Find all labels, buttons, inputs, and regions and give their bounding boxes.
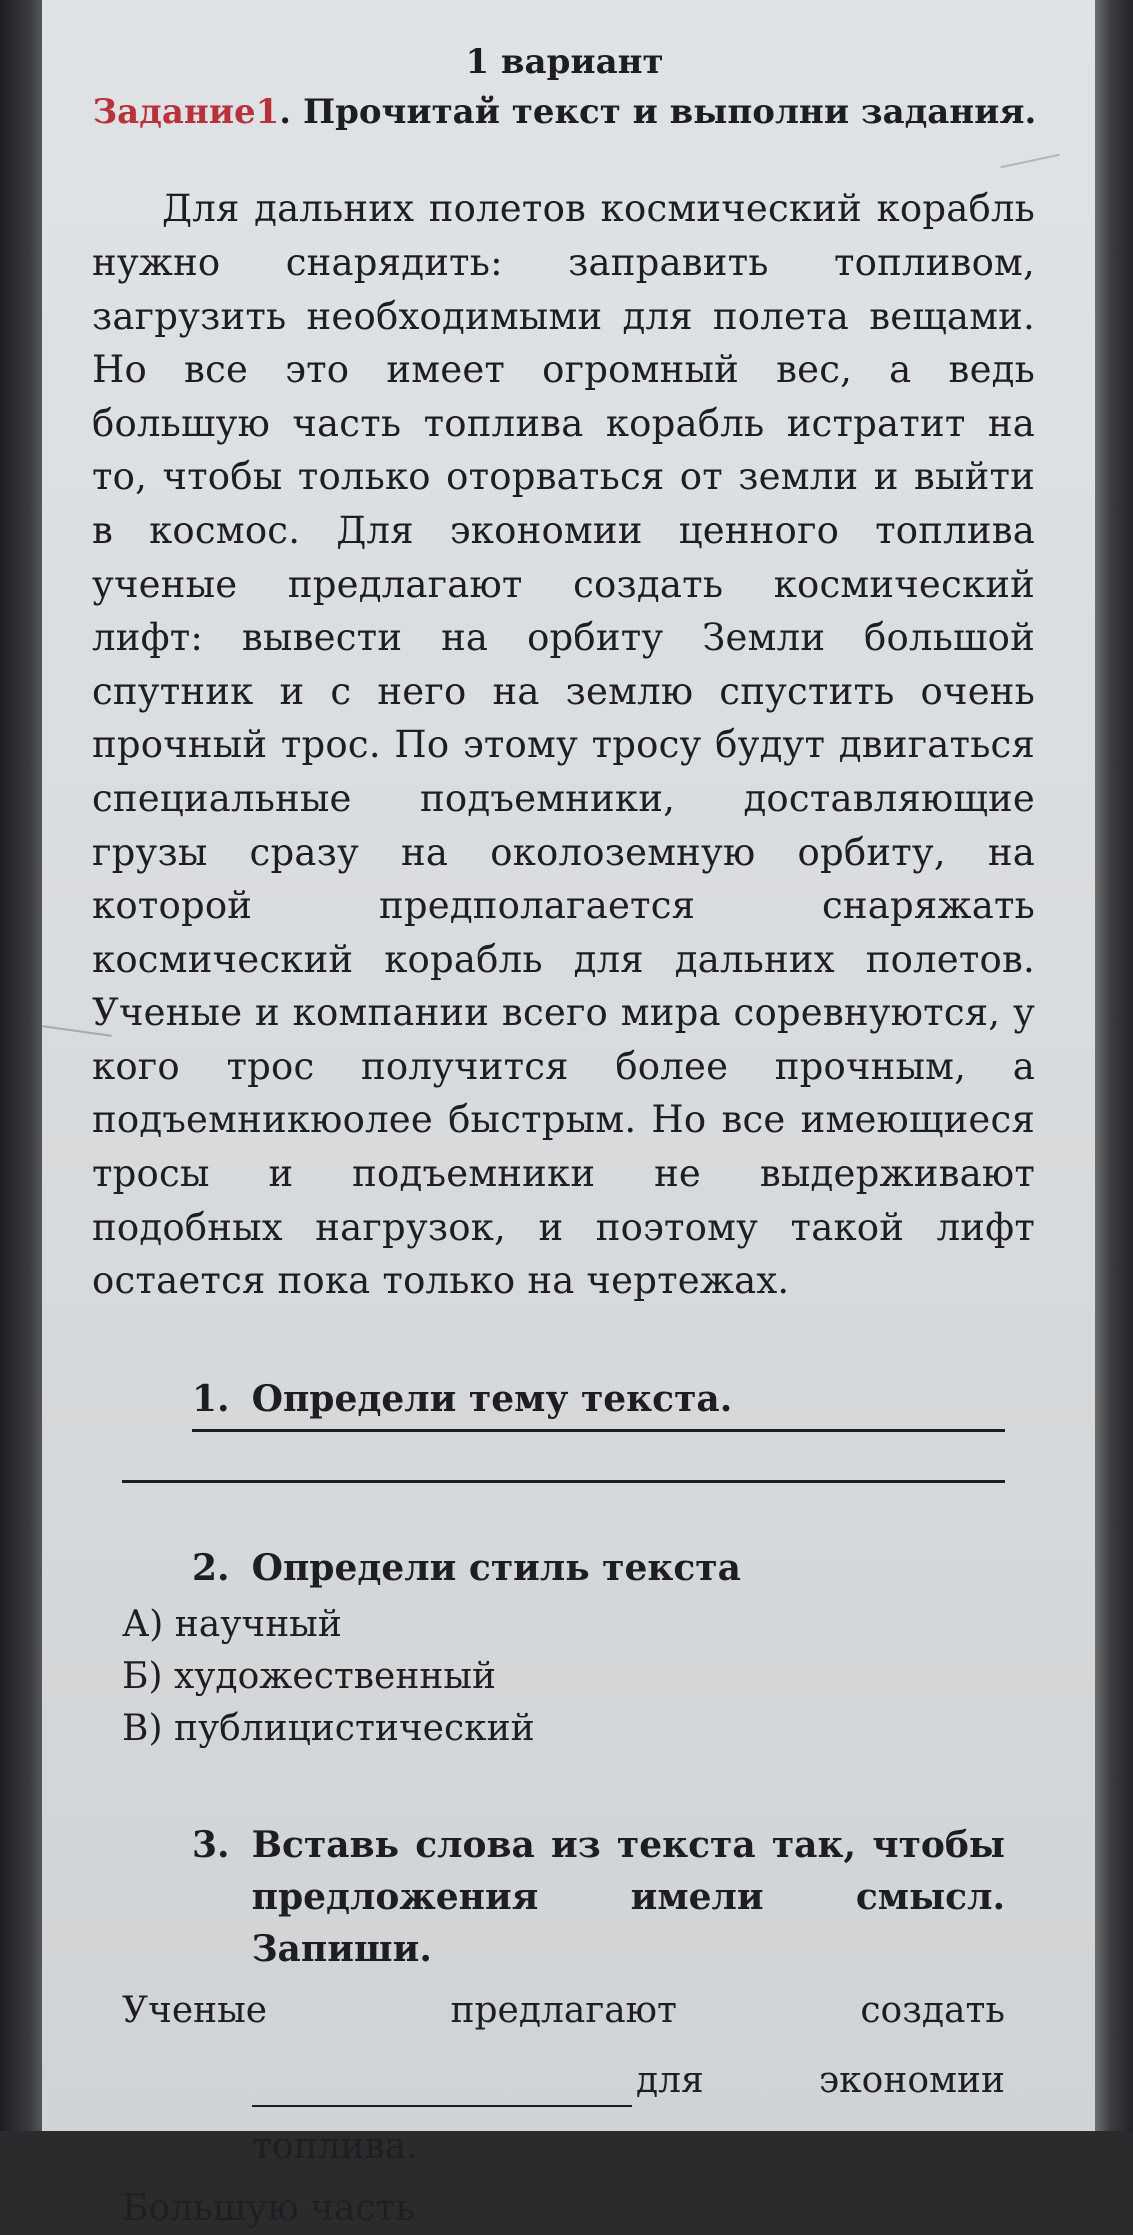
fill-word: для bbox=[636, 2060, 704, 2102]
option-c[interactable]: В) публицистический bbox=[122, 1708, 535, 1750]
answer-line[interactable] bbox=[192, 1429, 1005, 1432]
fill-word: создать bbox=[860, 1990, 1005, 2032]
question-3 bbox=[192, 1819, 1005, 1975]
task-instruction: . Прочитай текст и выполни задания. bbox=[279, 92, 1037, 133]
question-number: 3. bbox=[192, 1824, 230, 1867]
fill-in-line bbox=[252, 2055, 1005, 2107]
reading-passage: Для дальних полетов космический корабль нужно снарядить: заправить топливом, загрузить необходимыми для полета вещами. Но все это имеет огромный вес, а ведь большую часть топлива корабль истратит на то, чтобы только оторваться от земли и выйти в космос. Для экономии ценного топлива ученые предлагают создать космический лифт: вывести на орбиту Земли большой спутник и с него на землю спустить очень прочный трос. По этому тросу будут двигаться специальные подъемники, доставляющие грузы сразу на околоземную орбиту, на которой предполагается снаряжать космический корабль для дальних полетов. Ученые и компании всего мира соревнуются, у кого трос получится более прочным, а подъемникюолее быстрым. Но все имеющиеся тросы и подъемники не выдерживают подобных нагрузок, и поэтому такой лифт остается пока только на чертежах. bbox=[92, 187, 1035, 1303]
question-number: 1. bbox=[192, 1377, 230, 1420]
answer-line[interactable] bbox=[122, 1480, 1005, 1483]
fill-blank[interactable] bbox=[252, 2069, 632, 2107]
question-text: Определи стиль текста bbox=[251, 1547, 741, 1590]
question-2 bbox=[192, 1547, 1047, 1589]
question-number: 2. bbox=[192, 1547, 230, 1590]
task-heading bbox=[82, 90, 1047, 134]
variant-heading: 1 вариант bbox=[465, 42, 664, 82]
fill-word: предлагают bbox=[450, 1990, 677, 2032]
task-label: Задание1 bbox=[92, 92, 280, 133]
fill-word: топлива. bbox=[252, 2126, 418, 2168]
fill-in-line bbox=[122, 1985, 1005, 2037]
question-1 bbox=[192, 1378, 1047, 1421]
fill-word: экономии bbox=[819, 2060, 1005, 2102]
option-a[interactable]: А) научный bbox=[122, 1604, 342, 1646]
option-b[interactable]: Б) художественный bbox=[122, 1656, 496, 1698]
worksheet-page bbox=[42, 0, 1095, 2230]
photo-frame-right bbox=[1095, 0, 1133, 2131]
photo-frame-left bbox=[0, 0, 42, 2131]
question-text: Определи тему текста. bbox=[251, 1377, 733, 1420]
cut-off-text: Большую часть bbox=[122, 2188, 415, 2230]
fill-word: Ученые bbox=[122, 1990, 268, 2032]
question-text: Вставь слова из текста так, чтобы предложения имели смысл. Запиши. bbox=[251, 1824, 1005, 1971]
